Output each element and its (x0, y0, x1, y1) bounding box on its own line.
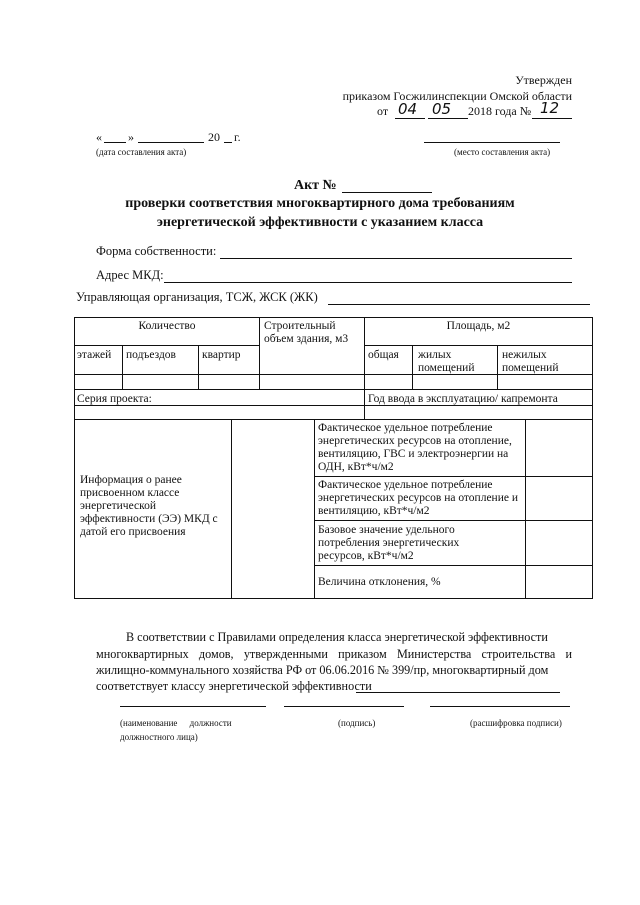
ownership-field[interactable] (220, 258, 572, 259)
conclusion-line-1: В соответствии с Правилами определения класса энергетической эффективности (126, 630, 548, 644)
position-caption-1: (наименование должности (120, 718, 232, 728)
col-quantity: Количество (138, 320, 196, 332)
sign-caption: (подпись) (338, 718, 376, 728)
base-value-label: Базовое значение удельного потребления энергетических ресурсов, кВт*ч/м2 (318, 524, 460, 562)
approval-month: 05 (432, 100, 452, 118)
col-entrances: подъездов (126, 349, 176, 361)
col-total: общая (368, 349, 399, 361)
prev-class-info: Информация о ранее присвоенном классе энергетической эффективности (ЭЭ) МКД с датой его присвоения (80, 474, 218, 538)
conclusion-line-4: соответствует классу энергетической эффективности (96, 679, 372, 693)
approval-number: 12 (540, 99, 560, 117)
approval-line-2: приказом Госжилинспекции Омской области (342, 89, 572, 103)
management-field[interactable] (328, 304, 590, 305)
date-year: 20 (208, 130, 220, 144)
date-close-quote: » (128, 130, 134, 144)
decode-caption: (расшифровка подписи) (470, 718, 562, 728)
col-area: Площадь, м2 (446, 320, 511, 332)
act-number-title: Акт № (294, 178, 337, 193)
col-volume: Строительный объем здания, м3 (264, 320, 349, 345)
col-residential: жилых помещений (418, 349, 475, 374)
date-open-quote: « (96, 130, 102, 144)
series-label: Серия проекта: (77, 393, 152, 405)
signature-line[interactable] (284, 706, 404, 707)
title-line-3: энергетической эффективности с указанием класса (156, 215, 484, 230)
col-nonresidential: нежилых помещений (502, 349, 559, 374)
approval-year: 2018 года № (468, 104, 532, 118)
date-g: г. (234, 130, 241, 144)
approval-line-1: Утвержден (515, 73, 572, 87)
conclusion-line-3: жилищно-коммунального хозяйства РФ от 06.06.2016 № 399/пр, многоквартирный дом (96, 663, 549, 677)
deviation-label: Величина отклонения, % (318, 576, 441, 588)
position-line[interactable] (120, 706, 266, 707)
actual-all-label: Фактическое удельное потребление энергетических ресурсов на отопление, вентиляцию, ГВС и электроэнергии на ОДН, кВт*ч/м2 (318, 422, 512, 473)
address-label: Адрес МКД: (96, 268, 164, 282)
approval-day: 04 (398, 100, 418, 118)
management-label: Управляющая организация, ТСЖ, ЖСК (ЖК) (76, 290, 318, 304)
col-apartments: квартир (202, 349, 241, 361)
approval-from: от (377, 104, 389, 118)
place-caption: (место составления акта) (454, 147, 551, 157)
class-field[interactable] (356, 692, 560, 693)
title-line-2: проверки соответствия многоквартирного дома требованиям (125, 196, 515, 211)
date-caption: (дата составления акта) (96, 147, 187, 157)
col-floors: этажей (77, 349, 112, 361)
address-field[interactable] (164, 282, 572, 283)
decode-line[interactable] (430, 706, 570, 707)
ownership-label: Форма собственности: (96, 244, 217, 258)
actual-heat-label: Фактическое удельное потребление энергетических ресурсов на отопление и вентиляцию, кВт*ч/м2 (318, 479, 518, 517)
conclusion-line-2: многоквартирных домов, утвержденными приказом Министерства строительства и (96, 647, 572, 661)
year-commission-label: Год ввода в эксплуатацию/ капремонта (368, 393, 558, 405)
position-caption-2: должностного лица) (120, 732, 198, 742)
